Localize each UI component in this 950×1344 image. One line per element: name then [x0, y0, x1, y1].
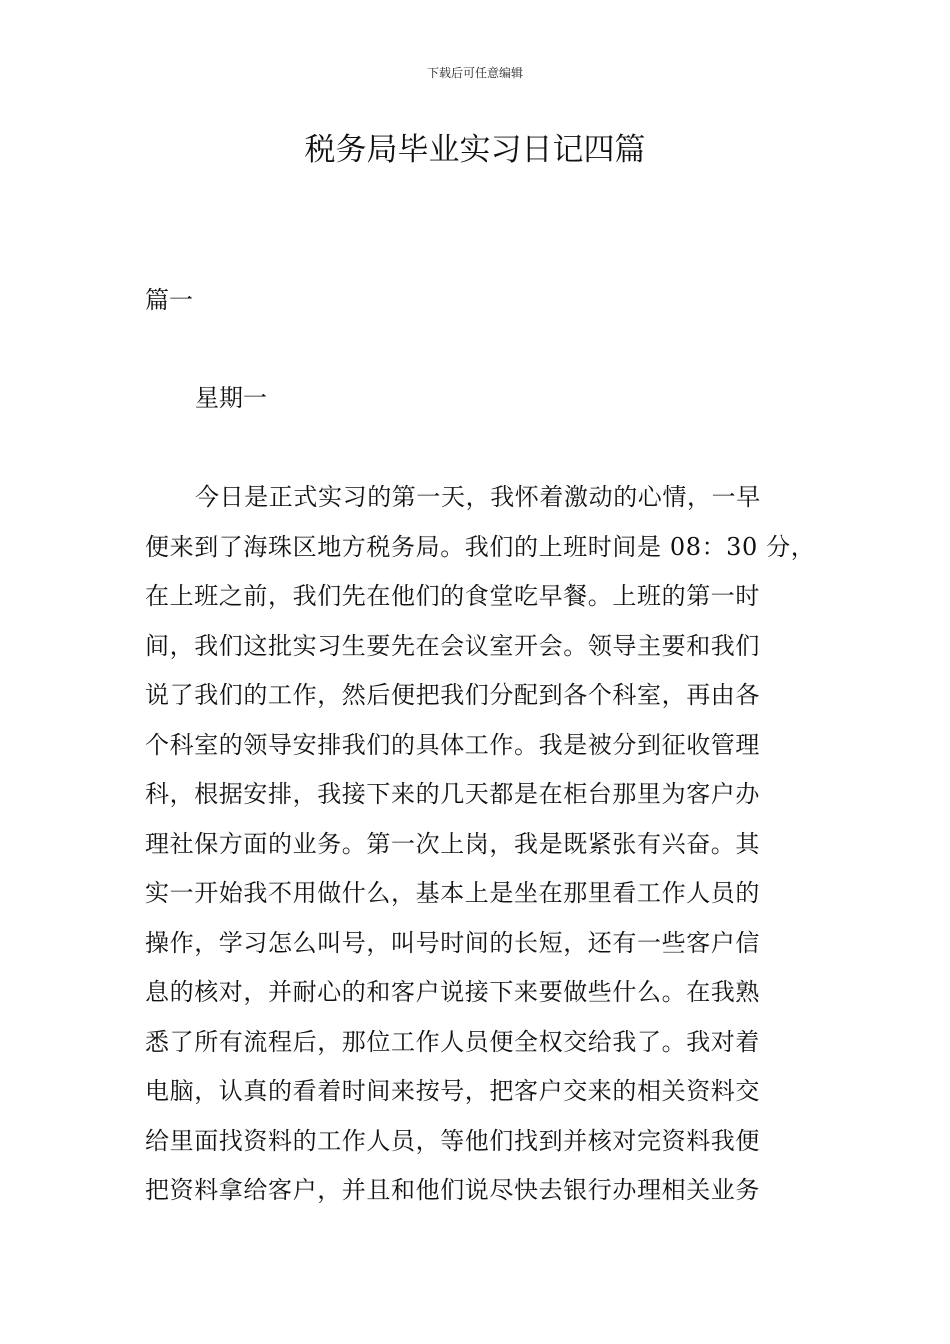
paragraph-line: 息的核对，并耐心的和客户说接下来要做些什么。在我熟 — [145, 978, 760, 1006]
paragraph-line: 便来到了海珠区地方税务局。我们的上班时间是 08：30 分， — [145, 532, 816, 561]
day-heading: 星期一 — [195, 384, 267, 412]
paragraph-line: 说了我们的工作，然后便把我们分配到各个科室，再由各 — [145, 681, 760, 709]
paragraph-line: 实一开始我不用做什么，基本上是坐在那里看工作人员的 — [145, 879, 760, 907]
paragraph-line: 在上班之前，我们先在他们的食堂吃早餐。上班的第一时 — [145, 582, 760, 610]
paragraph-line: 给里面找资料的工作人员，等他们找到并核对完资料我便 — [145, 1126, 760, 1155]
paragraph-line: 理社保方面的业务。第一次上岗，我是既紧张有兴奋。其 — [145, 829, 760, 858]
paragraph-line: 科，根据安排，我接下来的几天都是在柜台那里为客户办 — [145, 780, 760, 808]
paragraph-line: 把资料拿给客户，并且和他们说尽快去银行办理相关业务 — [145, 1176, 760, 1204]
paragraph-line: 电脑，认真的看着时间来按号，把客户交来的相关资料交 — [145, 1077, 760, 1105]
paragraph-line: 间，我们这批实习生要先在会议室开会。领导主要和我们 — [145, 631, 760, 660]
paragraph-line: 悉了所有流程后，那位工作人员便全权交给我了。我对着 — [145, 1027, 760, 1056]
header-note: 下载后可任意编辑 — [426, 66, 523, 80]
section-heading: 篇一 — [145, 286, 193, 314]
paragraph-line: 操作，学习怎么叫号，叫号时间的长短，还有一些客户信 — [145, 928, 760, 957]
diary-paragraph — [145, 477, 835, 1220]
paragraph-line: 今日是正式实习的第一天，我怀着激动的心情，一早 — [195, 483, 761, 511]
document-title: 税务局毕业实习日记四篇 — [304, 132, 646, 168]
paragraph-line: 个科室的领导安排我们的具体工作。我是被分到征收管理 — [145, 730, 760, 759]
